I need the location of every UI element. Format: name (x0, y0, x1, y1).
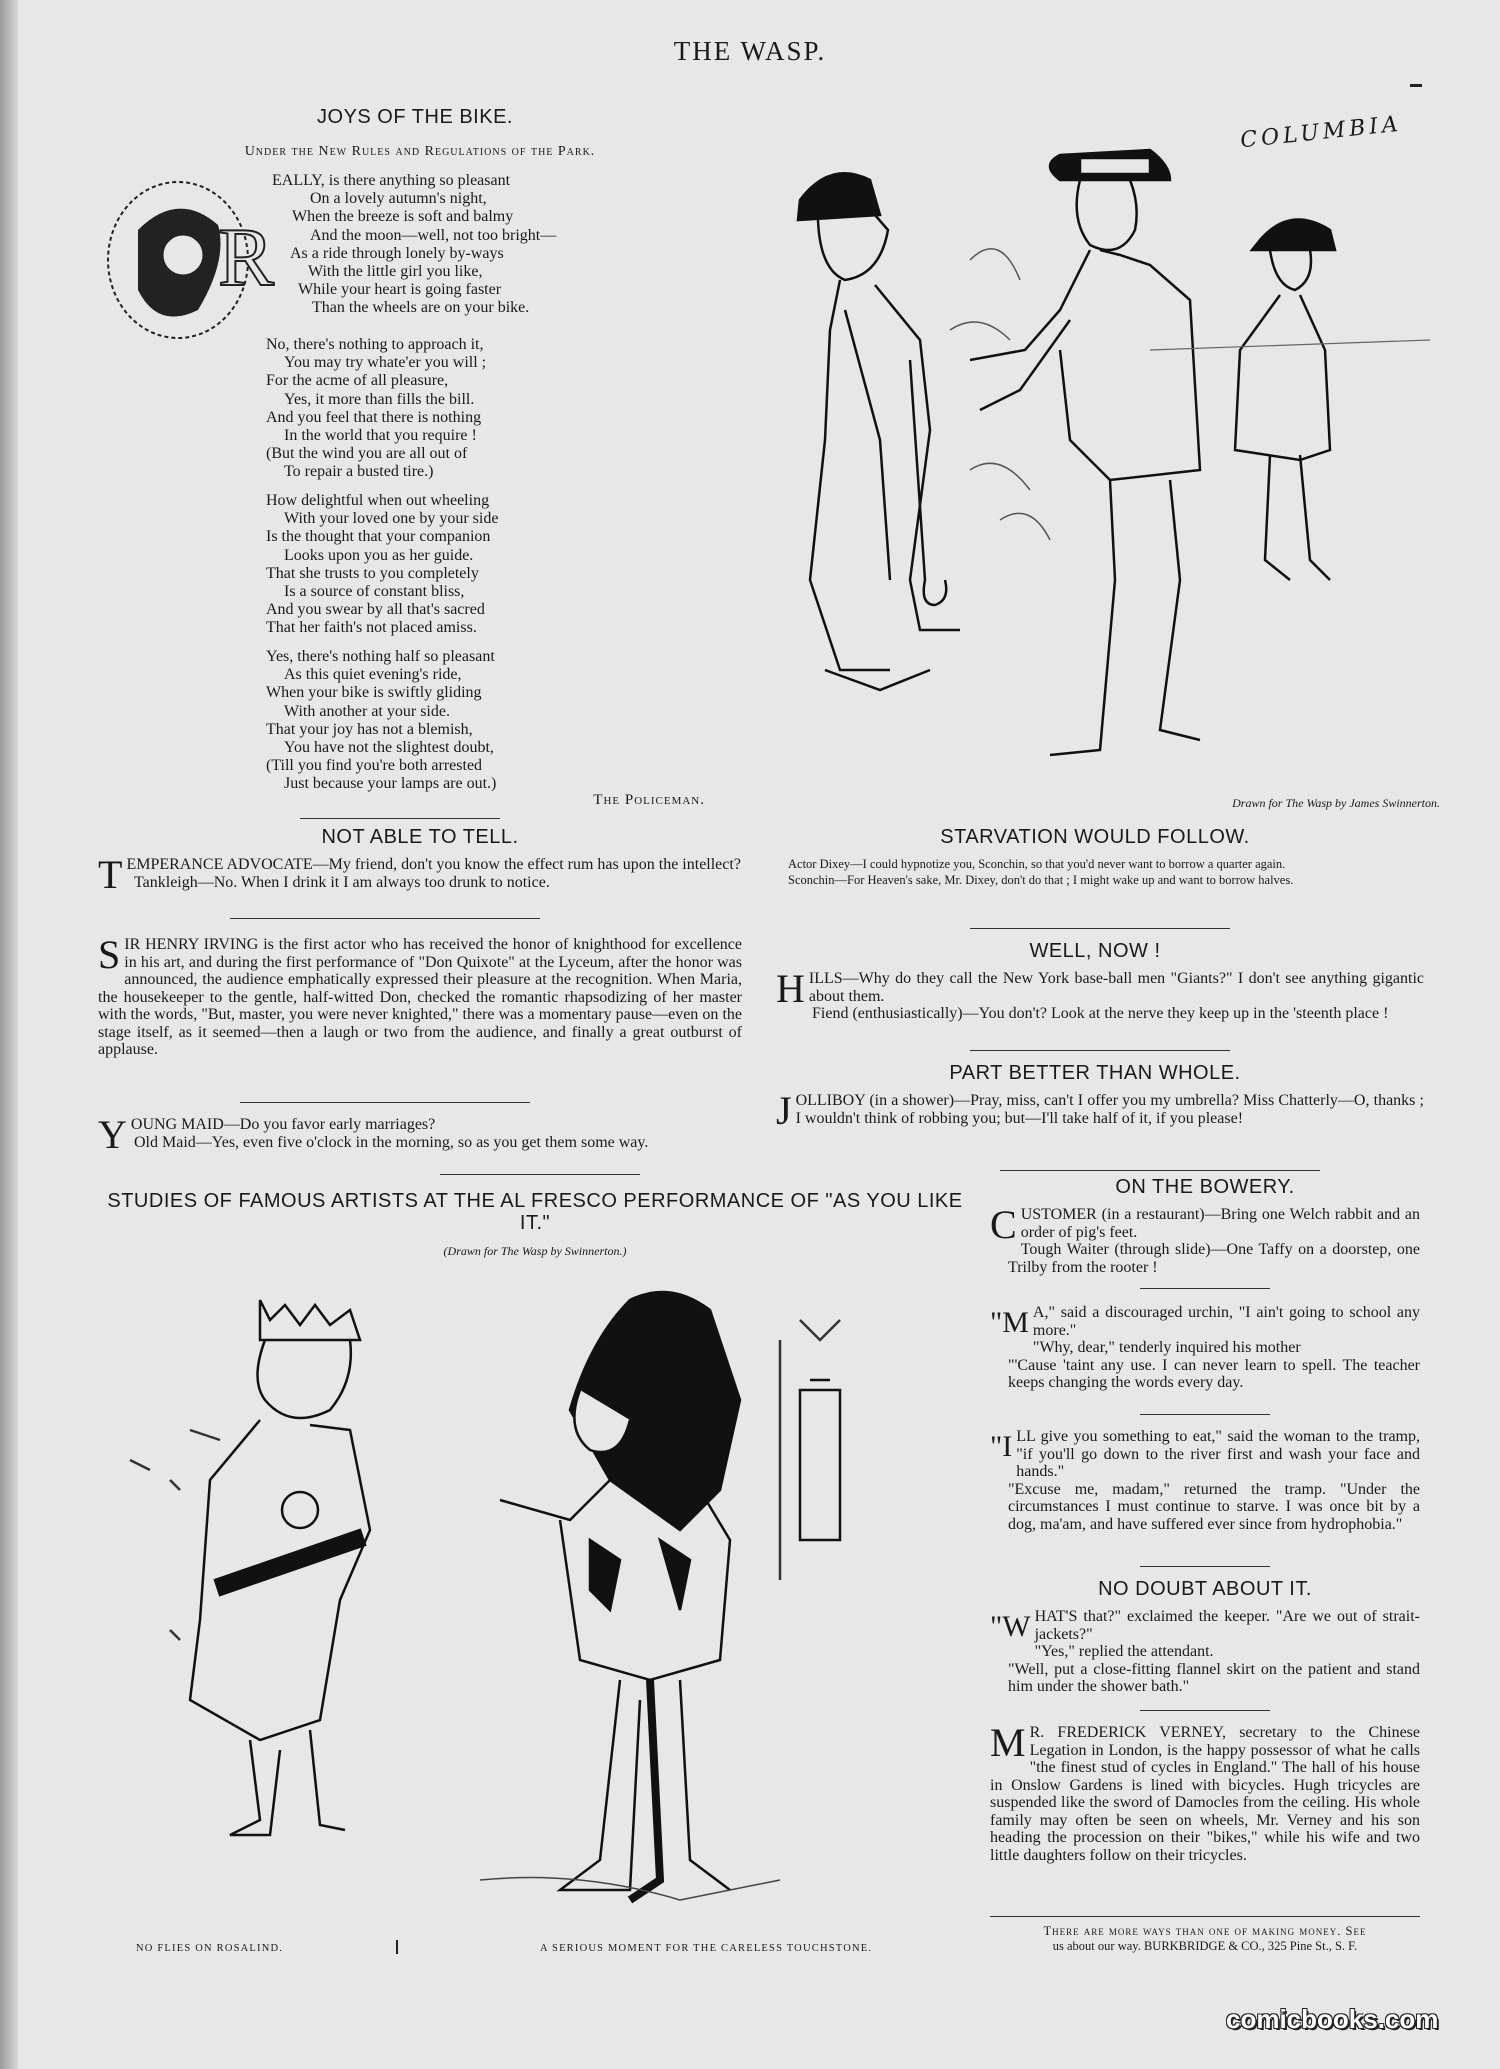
poem-line: With another at your side. (284, 702, 450, 720)
caption-separator (396, 1940, 398, 1954)
irving-paragraph (98, 932, 742, 1059)
not-able-body (98, 852, 742, 897)
cartoon-three-men (770, 110, 1450, 790)
advertisement (990, 1924, 1420, 1954)
poem-line: When your bike is swiftly gliding (266, 684, 482, 702)
dropcap-m: "M (990, 1306, 1029, 1339)
part-better-title: PART BETTER THAN WHOLE. (949, 1062, 1241, 1084)
dropcap-w: "W (990, 1610, 1031, 1643)
not-able-title: NOT ABLE TO TELL. (321, 826, 519, 848)
bowery-title: ON THE BOWERY. (1115, 1176, 1295, 1198)
divider (230, 918, 540, 919)
joys-stanza-2 (266, 336, 626, 482)
part-better-text: OLLIBOY (in a shower)—Pray, miss, can't I offer you my umbrella? Miss Chatterly—O, thanks ; I wouldn't think of robbing you; but—I'll take half of it, if you please! (795, 1092, 1424, 1127)
site-watermark: comicbooks.com (1226, 2004, 1439, 2034)
poem-line: Looks upon you as her guide. (284, 546, 474, 564)
poem-line: Than the wheels are on your bike. (312, 299, 530, 317)
urchin-text-2: "Why, dear," tenderly inquired his mother (1032, 1339, 1301, 1356)
poem-line: No, there's nothing to approach it, (266, 336, 484, 353)
joys-stanza-3 (266, 492, 626, 638)
verney-paragraph (990, 1720, 1420, 1864)
poem-line: As this quiet evening's ride, (284, 666, 462, 684)
irving-text: IR HENRY IRVING is the first actor who has received the honor of knighthood for excellence in his art, and during the first performance of "Don Quixote" at the Lyceum, after the honor was announced, the audience emphatically expressed their pleasure at the recognition. When Maria, the housekeeper to the gentle, half-witted Don, checked the romantic rhapsodizing of her master with the words, "But, master, you were never knighted," there was a momentary pause—even on the stage itself, as it seemed—then a laugh or two from the audience, and finally a great outburst of applause. (98, 936, 742, 1058)
joys-stanza-1 (272, 172, 632, 318)
poem-line: That her faith's not placed amiss. (266, 619, 477, 637)
divider (1140, 1414, 1270, 1415)
dropcap-r: R (218, 211, 275, 304)
divider (1140, 1710, 1270, 1711)
poem-line: With your loved one by your side (284, 510, 499, 528)
urchin-text-3: "'Cause 'taint any use. I can never learn to spell. The teacher keeps changing the words every day. (1008, 1356, 1420, 1391)
caption-rosalind: NO FLIES ON ROSALIND. (136, 1943, 284, 1954)
poem-line: You may try whate'er you will ; (284, 354, 487, 372)
verney-text: R. FREDERICK VERNEY, secretary to the Chinese Legation in London, is the happy possessor of what he calls "the finest stud of cycles in England." The hall of his house in Onslow Gardens is lined with bicycles. Hugh tricycles are suspended like the sword of Damocles from the ceiling. His whole family may often be seen on wheels, Mr. Verney and his son heading the procession on their "bikes," while his wife and two little daughters follow on their tricycles. (990, 1724, 1420, 1864)
cartoon-handwriting: COLUMBIA (1239, 111, 1403, 154)
divider (440, 1174, 640, 1175)
not-able-text-1: EMPERANCE ADVOCATE—My friend, don't you know the effect rum has upon the intellect? (126, 856, 741, 873)
urchin-text-1: A," said a discouraged urchin, "I ain't going to school any more." (1032, 1304, 1420, 1339)
studies-title: STUDIES OF FAMOUS ARTISTS AT THE AL FRESCO PERFORMANCE OF "AS YOU LIKE IT." (107, 1190, 963, 1234)
joys-stanza-4 (266, 648, 626, 794)
starvation-text-2: Sconchin—For Heaven's sake, Mr. Dixey, don't do that ; I might wake up and want to borrow halves. (788, 873, 1294, 887)
dropcap-s: S (98, 932, 121, 977)
bowery-body (990, 1202, 1420, 1276)
divider (1140, 1566, 1270, 1567)
dropcap-illustration (98, 170, 288, 350)
well-now-text-1: ILLS—Why do they call the New York base-ball men "Giants?" I don't see anything gigantic about them. (808, 970, 1424, 1005)
no-doubt-body (990, 1608, 1420, 1696)
dropcap-verney: M (990, 1720, 1026, 1765)
divider (970, 928, 1230, 929)
top-cartoon-credit: Drawn for The Wasp by James Swinnerton. (1232, 796, 1440, 810)
young-maid (98, 1112, 742, 1157)
poem-line: (But the wind you are all out of (266, 445, 468, 463)
poem-line: And you swear by all that's sacred (266, 601, 485, 619)
bowery-text-1: USTOMER (in a restaurant)—Bring one Welch rabbit and an order of pig's feet. (1020, 1206, 1420, 1241)
poem-line: Yes, there's nothing half so pleasant (266, 648, 495, 665)
divider (1140, 1288, 1270, 1289)
dropcap-i: "I (990, 1430, 1013, 1463)
no-doubt-text-1: HAT'S that?" exclaimed the keeper. "Are we out of strait-jackets?" (1034, 1608, 1420, 1643)
dropcap-h: H (776, 966, 805, 1011)
dropcap-c: C (990, 1202, 1017, 1247)
part-better-body (776, 1088, 1424, 1133)
poem-line: As a ride through lonely by-ways (290, 244, 504, 262)
poem-line: In the world that you require ! (284, 427, 477, 445)
well-now-body (776, 966, 1424, 1023)
joys-subtitle: Under the New Rules and Regulations of the Park. (244, 144, 596, 159)
no-doubt-title: NO DOUBT ABOUT IT. (1098, 1578, 1312, 1600)
divider (990, 1916, 1420, 1917)
starvation-title: STARVATION WOULD FOLLOW. (940, 826, 1250, 848)
rosalind-illustration (110, 1280, 440, 1840)
poem-line: Just because your lamps are out.) (284, 775, 497, 793)
corner-mark (1410, 84, 1422, 87)
poem-line: On a lovely autumn's night, (310, 190, 487, 208)
poem-line: When the breeze is soft and balmy (292, 208, 514, 226)
poem-line: Yes, it more than fills the bill. (284, 390, 475, 408)
caption-touchstone: A SERIOUS MOMENT FOR THE CARELESS TOUCHSTONE. (540, 1943, 873, 1954)
not-able-text-2: Tankleigh—No. When I drink it I am always too drunk to notice. (134, 873, 550, 891)
tramp-text-1: LL give you something to eat," said the woman to the tramp, "if you'll go down to the river first and wash your face and hands." (1016, 1428, 1420, 1480)
poem-line: How delightful when out wheeling (266, 492, 490, 509)
dropcap-j: J (776, 1088, 792, 1133)
poem-line: And you feel that there is nothing (266, 408, 482, 426)
studies-credit: (Drawn for The Wasp by Swinnerton.) (443, 1244, 627, 1258)
poem-line: For the acme of all pleasure, (266, 372, 449, 390)
poem-line: (Till you find you're both arrested (266, 757, 483, 775)
young-maid-text-2: Old Maid—Yes, even five o'clock in the morning, so as you get them some way. (134, 1133, 649, 1151)
poem-line: EALLY, is there anything so pleasant (272, 172, 511, 189)
well-now-title: WELL, NOW ! (1029, 940, 1161, 962)
divider (1000, 1170, 1320, 1171)
well-now-text-2: Fiend (enthusiastically)—You don't? Look at the nerve they keep up in the 'steenth place ! (812, 1005, 1389, 1022)
divider (300, 818, 500, 819)
tramp-text-2: "Excuse me, madam," returned the tramp. "Under the circumstances I must continue to starve. I was once bit by a dog, ma'am, and have suffered ever since from hydrophobia." (1008, 1480, 1420, 1533)
dropcap-y: Y (98, 1112, 127, 1157)
bowery-text-2: Tough Waiter (through slide)—One Taffy on a doorstep, one Trilby from the rooter ! (1008, 1241, 1420, 1276)
divider (970, 1050, 1230, 1051)
poem-line: While your heart is going faster (298, 281, 502, 299)
poem-line: Is a source of constant bliss, (284, 583, 465, 601)
poem-line: To repair a busted tire.) (284, 463, 434, 481)
poem-line: With the little girl you like, (308, 263, 483, 281)
joys-title: JOYS OF THE BIKE. (317, 106, 513, 128)
urchin-body (990, 1304, 1420, 1392)
ad-line-1: There are more ways than one of making money. See (1043, 1924, 1367, 1938)
starvation-body (776, 856, 1420, 888)
joys-signature: The Policeman. (593, 792, 705, 808)
page-edge (0, 0, 18, 2069)
poem-line: Is the thought that your companion (266, 528, 491, 546)
starvation-text-1: Actor Dixey—I could hypnotize you, Sconchin, so that you'd never want to borrow a quarter again. (788, 857, 1286, 871)
young-maid-text-1: OUNG MAID—Do you favor early marriages? (130, 1116, 436, 1133)
dropcap-t: T (98, 852, 123, 897)
no-doubt-text-3: "Well, put a close-fitting flannel skirt on the patient and stand him under the shower bath." (1008, 1660, 1420, 1695)
ad-line-2: us about our way. BURKBRIDGE & CO., 325 Pine St., S. F. (1052, 1939, 1358, 1953)
poem-line: That your joy has not a blemish, (266, 720, 473, 738)
divider (240, 1102, 530, 1103)
touchstone-illustration (480, 1280, 940, 1920)
tramp-body (990, 1428, 1420, 1533)
poem-line: You have not the slightest doubt, (284, 739, 494, 757)
poem-line: And the moon—well, not too bright— (310, 226, 557, 244)
no-doubt-text-2: "Yes," replied the attendant. (1034, 1643, 1214, 1660)
poem-line: That she trusts to you completely (266, 564, 479, 582)
masthead: THE WASP. (673, 36, 827, 66)
